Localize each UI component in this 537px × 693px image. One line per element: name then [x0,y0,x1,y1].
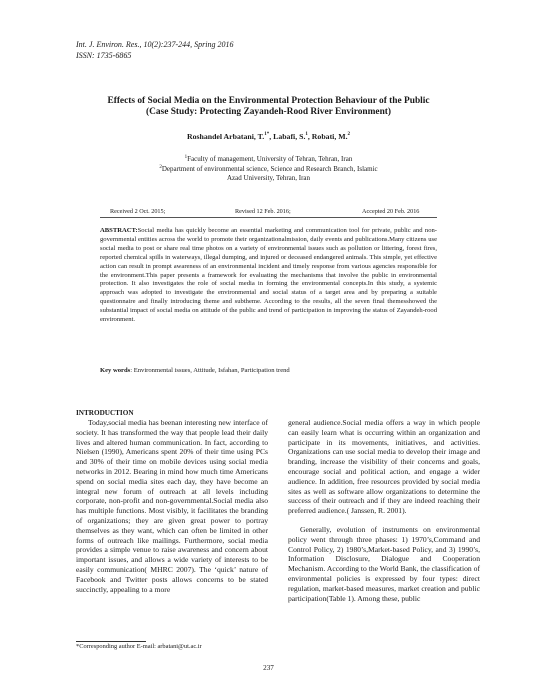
right-column [288,418,480,603]
author-3-marker: 2 [347,132,351,137]
footnote-rule [76,641,146,642]
abstract [100,227,437,325]
keywords-label: Key words [100,367,131,374]
abstract-label: ABSTRACT: [100,227,138,234]
keywords [100,367,437,376]
affiliation-2-marker: 2 [159,164,162,170]
affiliation-1-marker: 1 [184,155,188,160]
author-1: Roshandel Arbatani, T. [186,132,265,141]
keywords-text: : Environmental issues, Attitude, Isfahan, Participation trend [130,367,290,374]
intro-paragraph-3: Generally, evolution of instruments on environmental policy went through three phases: 1) 1970’s,Command and Control Policy, 2) 1980’s,Market-based Policy, and 3) 1990’s, Information Disclosure, Dialogue and Cooperation Mechanism. According to the World Bank, the classification of environmental policies is expressed by four types: direct regulation, market-based measures, market creation and public participation(Table 1). Among these, public [288,524,480,603]
author-1-marker: 1* [264,132,270,137]
author-2: , Labafi, S. [269,132,306,141]
page-number: 237 [263,664,274,672]
author-2-marker: 1 [305,132,308,137]
journal-issn: ISSN: 1735-6865 [76,51,132,60]
date-received: Received 2 Oct. 2015; [110,208,166,215]
paper-title [60,96,477,118]
date-revised: Revised 12 Feb. 2016; [235,208,291,215]
title-line-1: Effects of Social Media on the Environmental Protection Behaviour of the Public [107,96,430,106]
affiliation-1 [80,155,457,165]
section-heading-introduction: INTRODUCTION [76,409,134,417]
affiliation-2-continued: Azad University, Tehran, Iran [226,174,311,183]
intro-paragraph-2: general audience.Social media offers a way in which people can easily learn what is occurring within an organization and participate in its movements, initiatives, and activities. Organizations can use social media to develop their image and branding, increase the visibility of their concerns and goals, encourage social and political action, and engage a wider audience. In addition, free resources provided by social media sites as well as software allow organizations to determine the success of their outreach and if they are indeed reaching their preferred audience.( Janssen, R. 2001). [288,418,480,516]
affiliations [80,155,457,184]
author-3: , Robati, M. [307,132,348,141]
left-column [76,418,268,594]
affiliation-2-text: Department of environmental science, Science and Research Branch, Islamic [161,164,378,173]
affiliation-2 [80,165,457,175]
dates-divider [100,217,437,218]
affiliation-1-text: Faculty of management, University of Tehran, Tehran, Iran [187,155,353,163]
title-line-2: (Case Study: Protecting Zayandeh-Rood River Environment) [145,107,392,117]
date-accepted: Accepted 20 Feb. 2016 [362,208,420,215]
corresponding-author-footnote: *Corresponding author E-mail: arbatani@ut.ac.ir [76,643,202,650]
author-list [60,132,477,142]
intro-paragraph-1: Today,social media has beenan interesting new interface of society. It has transformed the way that people lead their daily lives and altered human communication. In fact, according to Nielsen (1990), Americans spent 20% of their time using PCs and 30% of their time on mobile devices using social media networks in 2012. Bearing in mind how much time Americans spend on social media sites each day, they have become an integral new forum of outreach at all levels including corporate, non-profit and non-governmental.Social media also has multiple functions. Most visibly, it facilitates the branding of organizations; they are given great power to portray themselves as they want, which can often be limited in other forms of outreach like mailings. Furthermore, social media provides a simple venue to raise awareness and concern about important issues, and allows a wide variety of interests to be easily communication( MHRC 2007). The ‘quick’ nature of Facebook and Twitter posts allows concerns to be stated succinctly, appealing to a more [76,418,268,594]
abstract-text: Social media has quickly become an essential marketing and communication tool for private, public and non-governmental entities across the world to promote their organizationalmission, daily events and publications.Many citizens use social media to post or share real time photos on a variety of environmental issues such as pollution or littering, forest fires, reported chemical spills in waterways, illegal dumping, and injured or deceased endangered animals. This simple, yet effective action can result in prompt awareness of an environmental incident and timely response from various agencies responsible for the environment.This paper presents a framework for evaluating the mechanisms that involve the public in environmental protection. It also investigates the role of social media in forming the environmental concepts.In this study, a systemic approach was adopted to investigate the environmental and social status of a target area and by preparing a suitable questionnaire and finally introducing theme and subtheme. According to the results, all the seven final themesshowed the substantial impact of social media on attitude of the public and trend of participation in improving the status of Zayandeh-rood environment. [100,227,437,324]
journal-citation: Int. J. Environ. Res., 10(2):237-244, Spring 2016 [76,40,234,49]
